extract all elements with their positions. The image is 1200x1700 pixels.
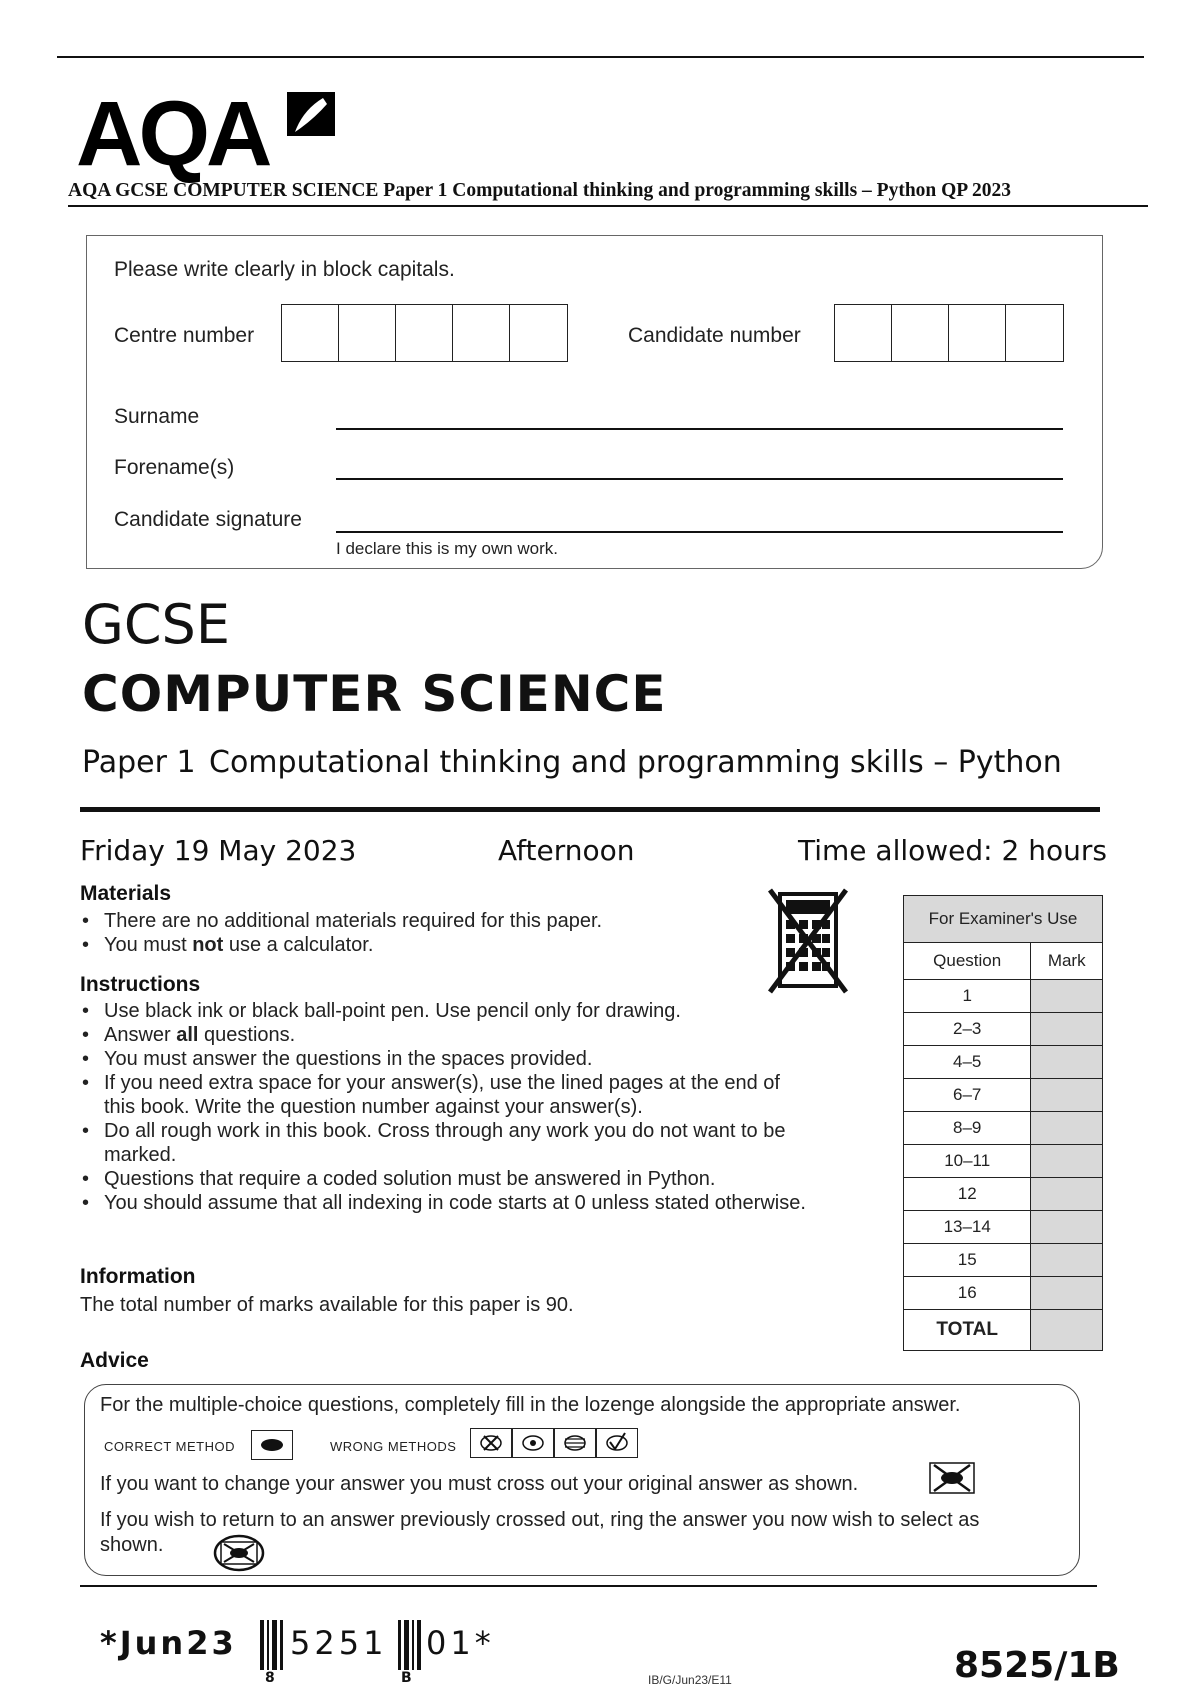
block-capitals-instruction: Please write clearly in block capitals.: [114, 258, 455, 281]
scribbled-lozenge-icon: [555, 1429, 595, 1457]
wrong-methods-examples: [470, 1428, 642, 1458]
table-row: 8–9: [904, 1112, 1103, 1145]
subject-title: COMPUTER SCIENCE: [82, 665, 667, 723]
advice-heading: Advice: [80, 1349, 149, 1372]
information-text: The total number of marks available for this paper is 90.: [80, 1294, 574, 1316]
mark-cell[interactable]: [1031, 1244, 1103, 1277]
doc-title-rule: [68, 205, 1148, 207]
mark-cell[interactable]: [1031, 1046, 1103, 1079]
mark-cell[interactable]: [1031, 1079, 1103, 1112]
aqa-logo: [76, 83, 356, 185]
materials-heading: Materials: [80, 882, 172, 905]
paper-code: 8525/1B: [954, 1645, 1120, 1686]
table-row: 4–5: [904, 1046, 1103, 1079]
table-row: 12: [904, 1178, 1103, 1211]
mark-cell[interactable]: [1031, 1112, 1103, 1145]
table-row: 2–3: [904, 1013, 1103, 1046]
mark-cell[interactable]: [1031, 1013, 1103, 1046]
mark-cell[interactable]: [1031, 1277, 1103, 1310]
reference-code: IB/G/Jun23/E11: [648, 1673, 732, 1687]
signature-field[interactable]: [336, 531, 1063, 533]
surname-label: Surname: [114, 405, 200, 428]
mark-cell[interactable]: [1031, 1178, 1103, 1211]
no-calculator-icon: [766, 886, 850, 996]
instructions-list: [80, 999, 870, 1215]
list-item: • Use black ink or black ball-point pen. Use pencil only for drawing.: [80, 999, 870, 1023]
materials-list: [80, 909, 760, 957]
total-row: TOTAL: [904, 1310, 1103, 1351]
examiner-table-heading: For Examiner's Use: [904, 896, 1103, 943]
footer-rule: [80, 1585, 1097, 1587]
surname-field[interactable]: [336, 428, 1063, 430]
advice-line3: If you wish to return to an answer previously crossed out, ring the answer you now wish to select as shown.: [100, 1509, 980, 1556]
barcode-text-c: 01*: [426, 1624, 495, 1662]
mark-col-header: Mark: [1031, 943, 1103, 980]
mark-cell[interactable]: [1031, 1211, 1103, 1244]
dotted-lozenge-icon: [513, 1429, 553, 1457]
table-row: 1: [904, 980, 1103, 1013]
filled-lozenge-icon: [252, 1431, 292, 1459]
table-row: 10–11: [904, 1145, 1103, 1178]
paper-title: Computational thinking and programming skills – Python: [209, 745, 1062, 780]
total-mark-cell[interactable]: [1031, 1310, 1103, 1351]
paper-number: Paper 1: [82, 745, 196, 780]
title-thick-rule: [80, 807, 1100, 812]
declaration-text: I declare this is my own work.: [336, 539, 559, 558]
list-item: • If you need extra space for your answer(s), use the lined pages at the end of this book. Write the question number against your answer(s).: [80, 1071, 814, 1119]
candidate-number-input[interactable]: [834, 304, 1064, 362]
list-item: • Questions that require a coded solution must be answered in Python.: [80, 1167, 870, 1191]
top-rule: [57, 56, 1144, 58]
aqa-logo-mark-icon: [283, 88, 339, 148]
barcode: [100, 1620, 520, 1692]
correct-method-label: CORRECT METHOD: [104, 1439, 235, 1454]
mark-cell[interactable]: [1031, 980, 1103, 1013]
list-item: • You should assume that all indexing in code starts at 0 unless stated otherwise.: [80, 1191, 870, 1215]
barcode-bars-icon: [258, 1620, 286, 1670]
barcode-bars-icon-2: [396, 1620, 422, 1670]
list-item: • Do all rough work in this book. Cross through any work you do not want to be marked.: [80, 1119, 804, 1167]
exam-date: Friday 19 May 2023: [80, 834, 357, 867]
centre-number-label: Centre number: [114, 324, 255, 347]
signature-label: Candidate signature: [114, 508, 302, 531]
list-item: • There are no additional materials required for this paper.: [80, 909, 760, 933]
table-row: 15: [904, 1244, 1103, 1277]
forename-label: Forename(s): [114, 456, 235, 479]
ringed-answer-icon: [212, 1533, 266, 1573]
advice-line1: For the multiple-choice questions, completely fill in the lozenge alongside the appropriate answer.: [100, 1394, 961, 1416]
time-allowed: Time allowed: 2 hours: [798, 834, 1107, 867]
table-row: 16: [904, 1277, 1103, 1310]
instructions-heading: Instructions: [80, 973, 201, 996]
barcode-sub-2: B: [401, 1670, 412, 1686]
table-row: 6–7: [904, 1079, 1103, 1112]
correct-method-example: [251, 1430, 293, 1460]
wrong-methods-label: WRONG METHODS: [330, 1439, 457, 1454]
forename-field[interactable]: [336, 478, 1063, 480]
examiner-use-table: [903, 895, 1103, 1351]
ticked-lozenge-icon: [597, 1429, 637, 1457]
mark-cell[interactable]: [1031, 1145, 1103, 1178]
crossed-out-answer-icon: [928, 1461, 976, 1495]
list-item: • Answer all questions.: [80, 1023, 870, 1047]
information-heading: Information: [80, 1265, 196, 1288]
advice-line2: If you want to change your answer you must cross out your original answer as shown.: [100, 1473, 859, 1495]
barcode-sub-1: 8: [265, 1670, 275, 1686]
barcode-text-a: *Jun23: [100, 1624, 237, 1662]
gcse-title: GCSE: [82, 593, 230, 656]
table-row: 13–14: [904, 1211, 1103, 1244]
list-item: • You must not use a calculator.: [80, 933, 760, 957]
centre-number-input[interactable]: [281, 304, 568, 362]
aqa-logo-text: AQA: [76, 83, 269, 185]
crossed-lozenge-icon: [471, 1429, 511, 1457]
exam-session: Afternoon: [498, 834, 635, 867]
question-col-header: Question: [904, 943, 1031, 980]
candidate-number-label: Candidate number: [628, 324, 801, 347]
barcode-text-b: 5251: [290, 1624, 388, 1662]
doc-title: AQA GCSE COMPUTER SCIENCE Paper 1 Computational thinking and programming skills – Python QP 2023: [68, 180, 1012, 201]
list-item: • You must answer the questions in the spaces provided.: [80, 1047, 870, 1071]
